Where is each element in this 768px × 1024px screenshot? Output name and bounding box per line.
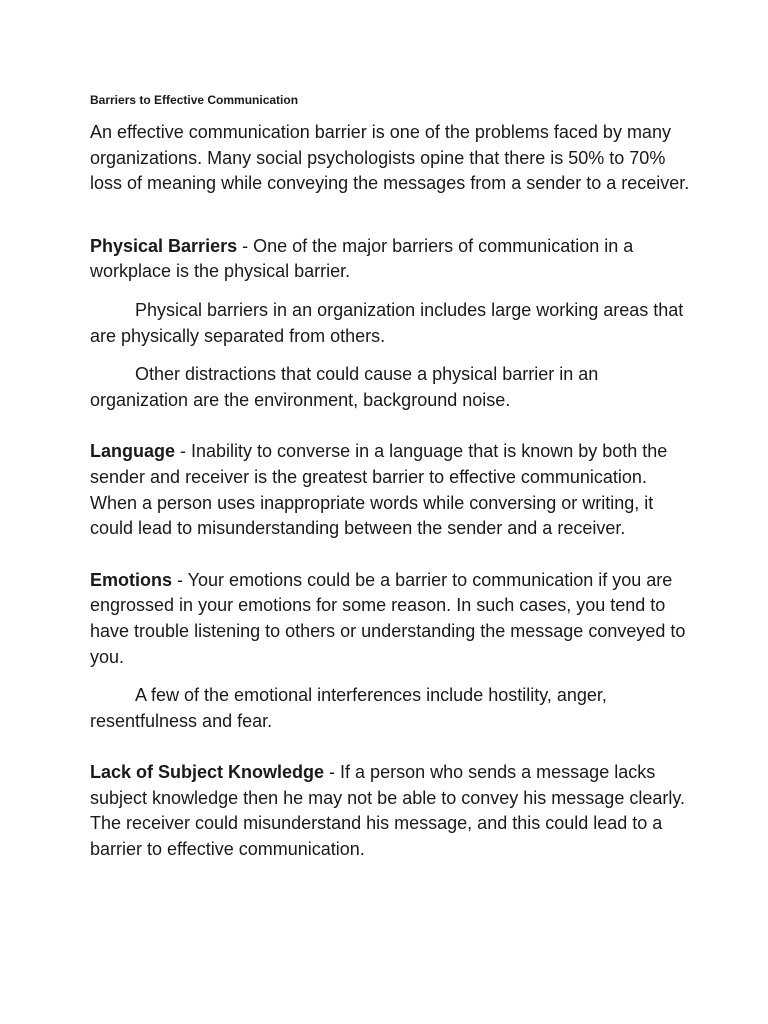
section-lack-of-subject-knowledge — [90, 760, 690, 862]
section-text-lack-of-subject-knowledge: - If a person who sends a message lacks subject knowledge then he may not be able to convey his message clearly. The receiver could misunderstand his message, and this could lead to a barrier to effective communication. — [90, 762, 686, 860]
section-text-emotions: - Your emotions could be a barrier to communication if you are engrossed in your emotions for some reason. In such cases, you tend to have trouble listening to others or understanding the message conveyed to you. — [90, 569, 686, 667]
physical-barriers-paragraph-2: Other distractions that could cause a physical barrier in an organization are the environment, background noise. — [90, 364, 599, 410]
document-title: Barriers to Effective Communication — [90, 93, 299, 107]
section-emotions — [90, 568, 690, 670]
section-physical-barriers — [90, 234, 690, 285]
document-page — [90, 90, 690, 863]
section-heading-language: Language — [90, 441, 176, 462]
section-text-physical-barriers: - One of the major barriers of communication in a workplace is the physical barrier. — [90, 235, 634, 282]
section-heading-emotions: Emotions — [90, 569, 173, 590]
section-heading-lack-of-subject-knowledge: Lack of Subject Knowledge — [90, 762, 325, 783]
emotions-paragraph-1: A few of the emotional interferences include hostility, anger, resentfulness and fear. — [90, 685, 607, 731]
physical-barriers-paragraph-1: Physical barriers in an organization includes large working areas that are physically separated from others. — [90, 299, 684, 346]
intro-paragraph: An effective communication barrier is one of the problems faced by many organizations. Many social psychologists opine that there is 50% to 70% loss of meaning while conveying the messages from a sender to a receiver. — [90, 122, 690, 194]
section-text-language: - Inability to converse in a language that is known by both the sender and receiver is the greatest barrier to effective communication. When a person uses inappropriate words while conversing or writing, it could lead to misunderstanding between the sender and a receiver. — [90, 441, 668, 539]
section-language — [90, 439, 690, 541]
section-heading-physical-barriers: Physical Barriers — [90, 235, 238, 256]
